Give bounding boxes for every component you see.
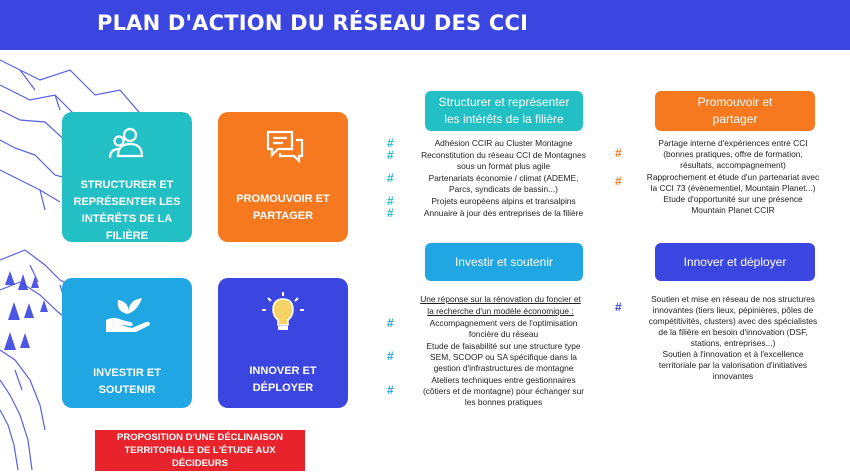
list-item (387, 375, 602, 408)
section-header-investir: Investir et soutenir (425, 243, 583, 281)
section-header-promouvoir (655, 91, 815, 131)
list-item (387, 150, 602, 172)
list-item-text: Reconstitution du réseau CCI de Montagnes (421, 150, 586, 160)
chat-bubbles-icon (218, 126, 348, 166)
list-item-text: Projets européens alpins et transalpins (431, 196, 576, 206)
list-item (615, 172, 833, 216)
tile-label-line: REPRÉSENTER LES (73, 196, 181, 208)
list-item-text: Mountain Planet CCIR (691, 205, 775, 215)
list-item-text: de la filière en besoin d'innovation (DSF, (658, 327, 808, 337)
proposition-tag-line: PROPOSITION D'UNE DÉCLINAISON (117, 432, 283, 443)
list-item-text: Etude de faisabilité sur une structure type (426, 341, 581, 351)
hashtag-icon: # (387, 171, 394, 185)
list-item-text: résultats, accompagnement) (680, 160, 786, 170)
hashtag-icon: # (387, 136, 394, 150)
people-icon (62, 126, 192, 166)
list-item-text: Rapprochement et étude d'un partenariat avec (646, 172, 820, 182)
list-item-text: foncière du réseau (468, 329, 539, 339)
tile-label-line: PROMOUVOIR ET (236, 193, 330, 205)
hashtag-icon: # (387, 349, 394, 363)
list-item-text: innovantes (712, 371, 754, 381)
list-item-text: Annuaire à jour des entreprises de la filière (423, 208, 584, 218)
tile-label-line: INNOVER ET (249, 365, 317, 377)
tile-label-line: INVESTIR ET (93, 367, 161, 379)
section-title-line: Structurer et représenter (438, 95, 570, 109)
tile-innover[interactable] (218, 278, 348, 408)
list-item-text: SEM, SCOOP ou SA spécifique dans la (430, 352, 577, 362)
hashtag-icon: # (387, 194, 394, 208)
list-investir (387, 294, 602, 409)
list-item (387, 341, 602, 374)
section-title-line: partager (712, 112, 758, 126)
tile-label-line: SOUTENIR (98, 384, 156, 396)
hashtag-icon: # (615, 300, 622, 314)
list-item (387, 196, 602, 207)
tile-structurer[interactable] (62, 112, 192, 242)
list-innover (615, 294, 833, 383)
hand-plant-icon (62, 292, 192, 332)
tile-promouvoir[interactable] (218, 112, 348, 242)
list-intro-text: Une réponse sur la rénovation du foncier et (420, 294, 581, 304)
tile-label-line: STRUCTURER ET (80, 179, 174, 191)
list-item-text: stations, entreprises...) (690, 338, 776, 348)
lightbulb-icon (218, 292, 348, 332)
hashtag-icon: # (387, 316, 394, 330)
list-item-text: innovantes (tiers lieux, pépinières, pôles de (652, 305, 814, 315)
list-promouvoir (615, 138, 833, 217)
list-item-text: Soutien et mise en réseau de nos structures (651, 294, 815, 304)
section-title-line: les intérêts de la filière (444, 112, 564, 126)
list-item-text: gestion d'infrastructures de montagne (433, 363, 574, 373)
header-banner (0, 0, 850, 50)
tile-label-line: INTÉRÊTS DE LA (81, 213, 173, 225)
list-item-text: les bonnes pratiques (464, 397, 543, 407)
proposition-tag (95, 430, 305, 471)
proposition-tag-line: TERRITORIALE DE L'ÉTUDE AUX DÉCIDEURS (124, 445, 276, 469)
hashtag-icon: # (387, 383, 394, 397)
list-item-text: compétitivités, clusters) avec des spécialistes (648, 316, 818, 326)
section-title-line: Promouvoir et (697, 95, 773, 109)
tile-label-line: DÉPLOYER (252, 382, 314, 394)
list-item-text: Partenariats économie / climat (ADEME, (428, 173, 579, 183)
list-item-text: (bonnes pratiques, offre de formation, (663, 149, 803, 159)
page-title: PLAN D'ACTION DU RÉSEAU DES CCI (97, 11, 529, 35)
tile-investir[interactable] (62, 278, 192, 408)
list-item-text: Etude d'opportunité sur une présence (663, 194, 803, 204)
list-item-text: (côtiers et de montagne) pour échanger sur (422, 386, 585, 396)
tile-label-line: PARTAGER (252, 210, 314, 222)
hashtag-icon: # (615, 146, 622, 160)
list-item-text: Soutien à l'innovation et à l'excellence (662, 349, 804, 359)
hashtag-icon: # (615, 174, 622, 188)
list-item-text: Ateliers techniques entre gestionnaires (431, 375, 576, 385)
list-item-text: Partage interne d'expériences entre CCI (658, 138, 808, 148)
list-structurer (387, 138, 602, 220)
list-item (387, 318, 602, 340)
list-intro-text: la recherche d'un modèle économique : (427, 306, 574, 316)
list-item-text: la CCI 73 (évènementiel, Mountain Planet...) (650, 183, 816, 193)
list-item (387, 173, 602, 195)
list-item-text: territoriale par la valorisation d'initiatives (658, 360, 808, 370)
list-item-text: Accompagnement vers de l'optimisation (429, 318, 578, 328)
list-item-text: Parcs, syndicats de bassin...) (449, 184, 558, 194)
section-header-innover: Innover et déployer (655, 243, 815, 281)
hashtag-icon: # (387, 148, 394, 162)
list-item (615, 294, 833, 382)
section-header-structurer (425, 91, 583, 131)
list-item (387, 138, 602, 149)
hashtag-icon: # (387, 206, 394, 220)
list-item-text: sous un format plus agile (456, 161, 551, 171)
list-item (615, 138, 833, 171)
tile-label-line: FILIÈRE (105, 230, 149, 242)
list-item (387, 208, 602, 219)
list-item-text: Adhésion CCIR au Cluster Montagne (434, 138, 573, 148)
